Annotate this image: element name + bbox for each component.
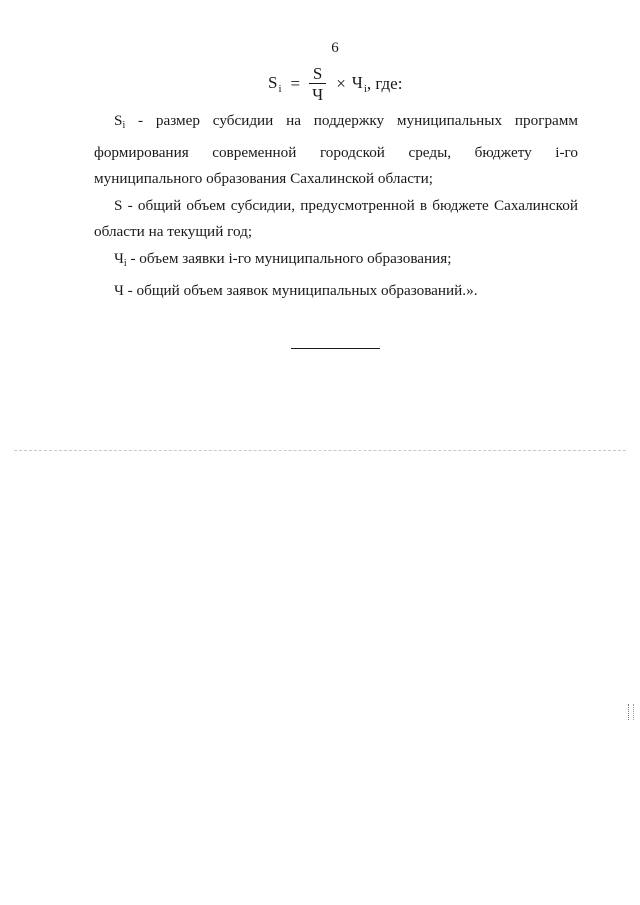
formula-rhs-symbol: Ч	[351, 73, 363, 92]
scan-artifact-line	[14, 450, 626, 451]
definition-text: - общий объем заявок муниципальных образований.».	[123, 281, 478, 299]
definition-total-subsidy	[94, 193, 578, 246]
definition-subscript: i	[122, 120, 126, 131]
definition-text: - общий объем субсидии, предусмотренной в бюджете Сахалинской области на текущий год;	[94, 196, 578, 241]
formula-lhs	[268, 73, 282, 95]
definition-symbol: Ч	[114, 281, 124, 299]
definition-total-applications	[94, 278, 578, 305]
formula-denominator: Ч	[309, 83, 326, 103]
formula-rhs	[352, 73, 367, 95]
end-separator-line	[291, 348, 380, 349]
formula-equals: =	[290, 74, 301, 93]
formula-lhs-symbol: S	[268, 73, 278, 92]
definition-symbol: S	[114, 196, 123, 214]
formula-fraction	[309, 65, 326, 103]
definitions-list	[94, 108, 578, 304]
definition-text: - размер субсидии на поддержку муниципальных программ формирования современной городской среды, бюджету i-го муниципального образования Сахалинской области;	[94, 112, 578, 188]
definition-application-volume	[94, 246, 578, 278]
formula-numerator: S	[312, 64, 323, 83]
definition-text: - объем заявки i-го муниципального образования;	[126, 249, 452, 267]
formula-times: ×	[336, 74, 346, 93]
formula-tail: , где:	[366, 74, 403, 93]
page-number: 6	[331, 40, 339, 56]
definition-subscript: i	[123, 257, 127, 269]
subsidy-formula	[268, 64, 402, 104]
definition-subsidy-size	[94, 108, 578, 193]
formula-lhs-subscript: i	[278, 83, 282, 95]
definition-symbol: Ч	[114, 249, 124, 267]
scan-margin-mark	[628, 704, 634, 720]
definition-symbol: S	[114, 112, 123, 129]
formula-rhs-subscript: i	[363, 83, 367, 95]
